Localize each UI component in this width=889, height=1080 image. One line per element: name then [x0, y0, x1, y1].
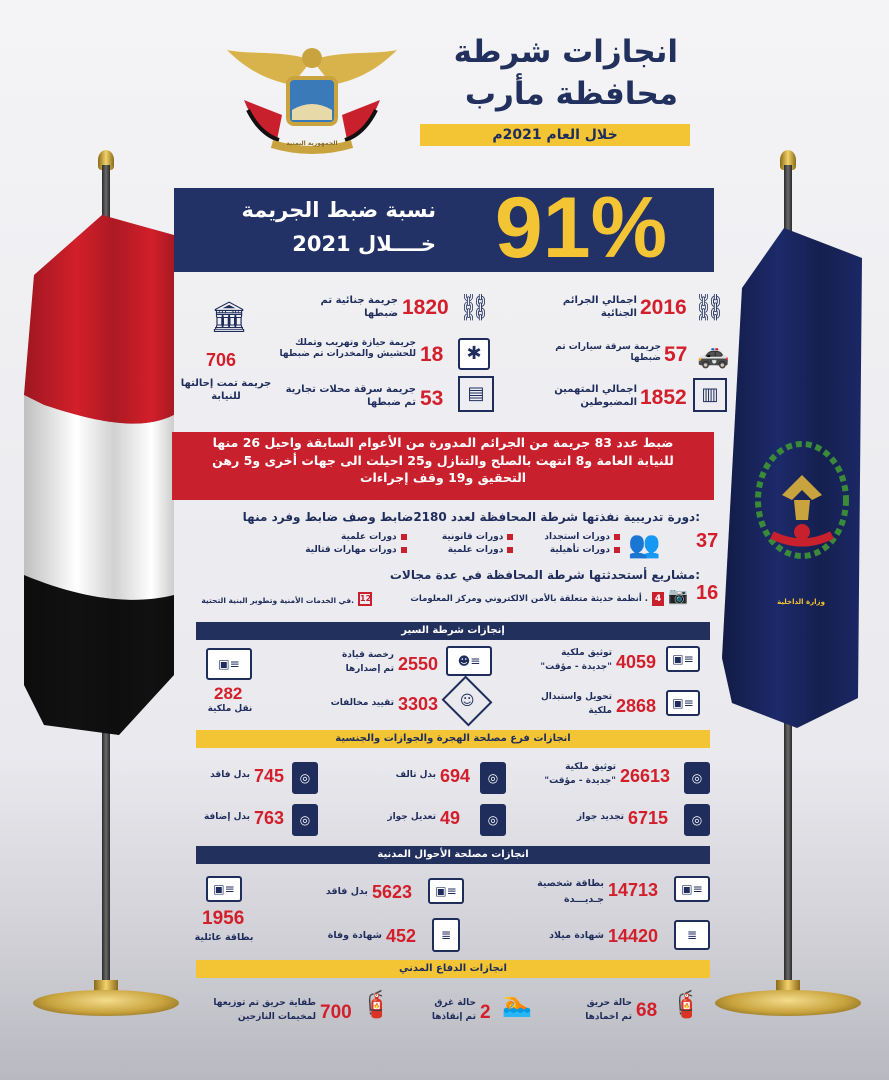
shop-theft-value: 53: [420, 387, 444, 410]
family-card-icon: ▣≡: [206, 876, 242, 902]
badge-text: وزارة الداخلية: [777, 598, 825, 606]
traffic-officer-icon: ☺: [442, 676, 493, 727]
replace-label2: ملكية: [588, 706, 612, 716]
license-value: 2550: [398, 654, 439, 674]
car-theft-value: 57: [664, 343, 688, 366]
extinguishers-label2: لمخيمات النازحين: [237, 1012, 316, 1022]
passport-lost-value: 745: [254, 766, 285, 786]
training-item: دورات مهارات قتالية: [300, 545, 407, 555]
birth-cert-value: 14420: [608, 926, 659, 946]
training-item: دورات تأهيلية: [513, 545, 620, 555]
criminal-seized-value: 1820: [402, 296, 449, 319]
pending-line3: التحقيق و19 وقف إجراءات: [359, 470, 527, 485]
passport-damaged-value: 694: [440, 766, 471, 786]
passport-icon: ◎: [480, 804, 506, 836]
family-card-label: بطاقة عائلية: [194, 932, 254, 943]
handcuffs-icon-2: ⛓: [458, 293, 492, 323]
pending-line1: ضبط عدد 83 جريمة من الجرائم المدورة من الأعوام السابقة واحيل 26 منها: [212, 435, 674, 450]
passport-renew-label: تجديد جواز: [576, 812, 624, 822]
camera-icon: 📷: [668, 586, 688, 605]
training-item: دورات علمية: [300, 532, 407, 542]
swimmer-icon: 🏊: [502, 990, 532, 1018]
family-card-value: 1956: [202, 908, 245, 929]
passport-add-value: 763: [254, 808, 285, 828]
shop-theft-icon: ▤: [458, 376, 494, 412]
crime-percent: 91%: [494, 180, 668, 276]
projects-count: 16: [696, 582, 719, 604]
total-crimes-value: 2016: [640, 296, 687, 319]
referred-label: جريمة تمت إحالتها للنيابة: [180, 378, 272, 402]
civil-lost-label: بدل فاقد: [325, 886, 368, 897]
passport-add-label: بدل إضافة: [203, 812, 250, 822]
replace-value: 2868: [616, 696, 657, 716]
handcuffs-icon: ⛓: [693, 293, 727, 323]
project-item2-num: 12: [358, 592, 372, 606]
passport-section-bar: انجازات فرع مصلحة الهجرة والجوازات والجنسية: [196, 730, 710, 748]
passport-modify-value: 49: [440, 808, 461, 828]
training-count: 37: [696, 530, 719, 552]
prison-icon: ▥: [693, 378, 727, 412]
passport-icon: ◎: [292, 804, 318, 836]
pending-crimes-box: [172, 432, 714, 500]
passport-damaged-label: بدل تالف: [395, 770, 436, 780]
emblem-text: الجمهورية اليمنية: [286, 140, 338, 147]
birth-cert-icon: ≣: [674, 920, 710, 950]
training-item: دورات استجداد: [513, 532, 620, 542]
project-item1-num: 4: [652, 592, 664, 606]
banner-line2: خــــلال 2021: [292, 232, 436, 256]
passport-icon: ◎: [684, 804, 710, 836]
banner-line1: نسبة ضبط الجريمة: [241, 198, 436, 222]
civil-lost-value: 5623: [372, 882, 413, 902]
suspects-label: اجمالي المتهمين المضبوطين: [554, 384, 637, 408]
extinguisher-icon: 🧯: [670, 990, 703, 1020]
criminal-seized-label: جريمة جنائية تم ضبطها: [320, 295, 398, 319]
violations-label: تقييد مخالفات: [330, 698, 394, 708]
civil-section-bar: انجازات مصلحة الأحوال المدنية: [196, 846, 710, 864]
drugs-label: جريمة حيازة وتهريب وتملك للحشيش والمخدرات تم ضبطها: [279, 338, 416, 360]
project-item1: أنظمة حديثة متعلقة بالأمن الالكتروني ومركز المعلومات .: [410, 594, 648, 604]
car-theft-label: جريمة سرقة سيارات تم ضبطها: [555, 342, 661, 364]
ownership-doc-label2: "جديدة - مؤقت": [540, 662, 612, 672]
ownership-card-icon: ▣≡: [666, 646, 700, 672]
referred-value: 706: [206, 350, 237, 370]
passport-modify-label: تعديل جواز: [387, 812, 436, 822]
fire-extinguisher-icon: 🧯: [360, 990, 393, 1020]
page-title-line1: انجازات شرطة: [453, 34, 678, 70]
replace-label1: تحويل واستبدال: [540, 692, 612, 702]
ownership-doc-label1: توثيق ملكية: [561, 648, 612, 658]
violations-value: 3303: [398, 694, 439, 714]
license-card-icon: ☻≡: [446, 646, 492, 676]
transfer-value: 282: [214, 684, 243, 703]
training-item: دورات قانونية: [407, 532, 514, 542]
fire-label2: تم اخمادها: [585, 1012, 632, 1022]
id-card-label2: جـديـــدة: [564, 894, 604, 905]
training-item: دورات علمية: [407, 545, 514, 555]
court-icon: 🏛: [210, 300, 249, 335]
police-badge: [752, 440, 852, 560]
civil-defense-section-bar: انجازات الدفاع المدني: [196, 960, 710, 978]
pending-line2: للنيابة العامة و8 انتهت بالصلح والتنازل و25 احيلت الى جهات أخرى و5 رهن: [212, 452, 674, 468]
classroom-icon: 👥: [628, 530, 661, 560]
drowning-label1: حالة غرق: [434, 998, 476, 1008]
yemen-flag: [24, 215, 174, 735]
license-label2: تم إصدارها: [345, 664, 394, 674]
training-title: دورة تدريبية نفذتها شرطة المحافظة لعدد 2180ضابط وصف ضابط وفرد منها:: [242, 510, 700, 524]
birth-cert-label: شهادة ميلاد: [549, 930, 604, 941]
id-card-icon: ▣≡: [674, 876, 710, 902]
passport-icon: ◎: [684, 762, 710, 794]
replace-card-icon: ▣≡: [666, 690, 700, 716]
left-base: [33, 990, 179, 1016]
passport-lost-label: بدل فاقد: [210, 770, 250, 780]
total-crimes-label: اجمالي الجرائم الجنائية: [562, 295, 637, 319]
passport-doc-value: 26613: [620, 766, 671, 786]
license-label1: رخصة قيادة: [341, 650, 394, 660]
fire-label1: حالة حريق: [586, 998, 632, 1008]
suspects-value: 1852: [640, 386, 687, 409]
id-card-value: 14713: [608, 880, 659, 900]
extinguishers-value: 700: [320, 1002, 352, 1023]
id-card-icon: ▣≡: [428, 878, 464, 904]
drugs-value: 18: [420, 343, 444, 366]
transfer-card-icon: ▣≡: [206, 648, 252, 680]
page-title-line2: محافظة مأرب: [464, 76, 678, 112]
passport-icon: ◎: [480, 762, 506, 794]
transfer-label: نقل ملكية: [207, 704, 253, 714]
passport-doc-label1: توثيق ملكية: [565, 762, 616, 772]
passport-renew-value: 6715: [628, 808, 669, 828]
traffic-section-bar: إنجازات شرطة السير: [196, 622, 710, 640]
death-cert-label: شهادة وفاة: [327, 930, 382, 941]
death-cert-value: 452: [386, 926, 417, 946]
drowning-value: 2: [480, 1002, 491, 1023]
passport-icon: ◎: [292, 762, 318, 794]
extinguishers-label1: طفاية حريق تم توزيعها: [213, 998, 316, 1008]
drowning-label2: تم إنقاذها: [431, 1012, 476, 1022]
passport-doc-label2: "جديدة - مؤقت": [544, 776, 616, 786]
fire-value: 68: [636, 1000, 658, 1021]
project-item2: في الخدمات الأمنية وتطوير البنية التحتية.: [201, 596, 354, 605]
cannabis-icon: ✱: [458, 338, 490, 370]
shop-theft-label: جريمة سرقة محلات تجارية تم ضبطها: [285, 384, 416, 408]
car-theft-icon: 🚓: [697, 340, 730, 370]
right-base: [715, 990, 861, 1016]
ownership-doc-value: 4059: [616, 652, 657, 672]
training-list: [300, 532, 620, 555]
death-cert-icon: ≣: [432, 918, 460, 952]
projects-title: مشاريع أستحدثتها شرطة المحافظة في عدة مجالات:: [389, 568, 700, 582]
id-card-label1: بطاقة شخصية: [537, 878, 604, 889]
year-bar: خلال العام 2021م: [420, 124, 690, 146]
